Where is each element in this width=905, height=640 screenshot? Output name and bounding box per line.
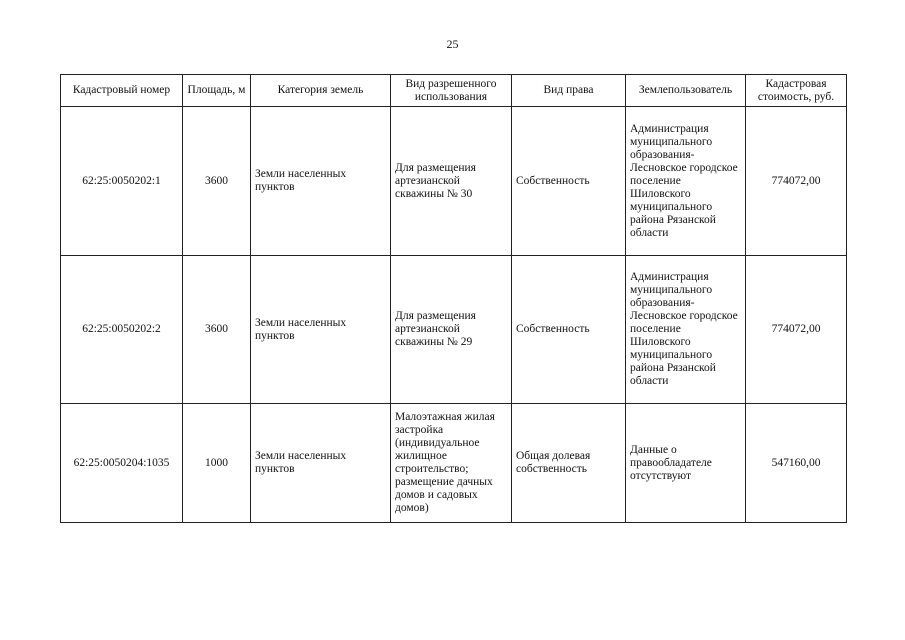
cell-cadastral-number: 62:25:0050202:2 xyxy=(61,256,183,404)
cell-right-type: Собственность xyxy=(512,107,626,256)
cell-land-category: Земли населенных пунктов xyxy=(251,404,391,523)
cell-permitted-use: Малоэтажная жилая застройка (индивидуальное жилищное строительство; размещение дачных домов и садовых домов) xyxy=(391,404,512,523)
table-row xyxy=(61,404,847,523)
table-row xyxy=(61,107,847,256)
cell-right-type: Общая долевая собственность xyxy=(512,404,626,523)
header-land-user: Землепользователь xyxy=(626,75,746,107)
table-row xyxy=(61,256,847,404)
cell-land-user: Администрация муниципального образования-Лесновское городское поселение Шиловского муниципального района Рязанской области xyxy=(626,256,746,404)
cell-permitted-use: Для размещения артезианской скважины № 30 xyxy=(391,107,512,256)
page-number: 25 xyxy=(446,37,459,51)
cell-permitted-use: Для размещения артезианской скважины № 29 xyxy=(391,256,512,404)
cell-cadastral-value: 774072,00 xyxy=(746,107,847,256)
header-right-type: Вид права xyxy=(512,75,626,107)
header-permitted-use: Вид разрешенного использования xyxy=(391,75,512,107)
header-land-category: Категория земель xyxy=(251,75,391,107)
cell-land-category: Земли населенных пунктов xyxy=(251,107,391,256)
cell-land-user: Администрация муниципального образования-Лесновское городское поселение Шиловского муниципального района Рязанской области xyxy=(626,107,746,256)
cell-area: 3600 xyxy=(183,256,251,404)
cell-area: 1000 xyxy=(183,404,251,523)
land-plots-table xyxy=(60,74,847,523)
cell-right-type: Собственность xyxy=(512,256,626,404)
header-cadastral-value: Кадастровая стоимость, руб. xyxy=(746,75,847,107)
cell-land-user: Данные о правообладателе отсутствуют xyxy=(626,404,746,523)
header-area: Площадь, м xyxy=(183,75,251,107)
cell-cadastral-number: 62:25:0050202:1 xyxy=(61,107,183,256)
cell-land-category: Земли населенных пунктов xyxy=(251,256,391,404)
cell-cadastral-number: 62:25:0050204:1035 xyxy=(61,404,183,523)
cell-cadastral-value: 547160,00 xyxy=(746,404,847,523)
cell-area: 3600 xyxy=(183,107,251,256)
table-header-row xyxy=(61,75,847,107)
header-cadastral-number: Кадастровый номер xyxy=(61,75,183,107)
cell-cadastral-value: 774072,00 xyxy=(746,256,847,404)
